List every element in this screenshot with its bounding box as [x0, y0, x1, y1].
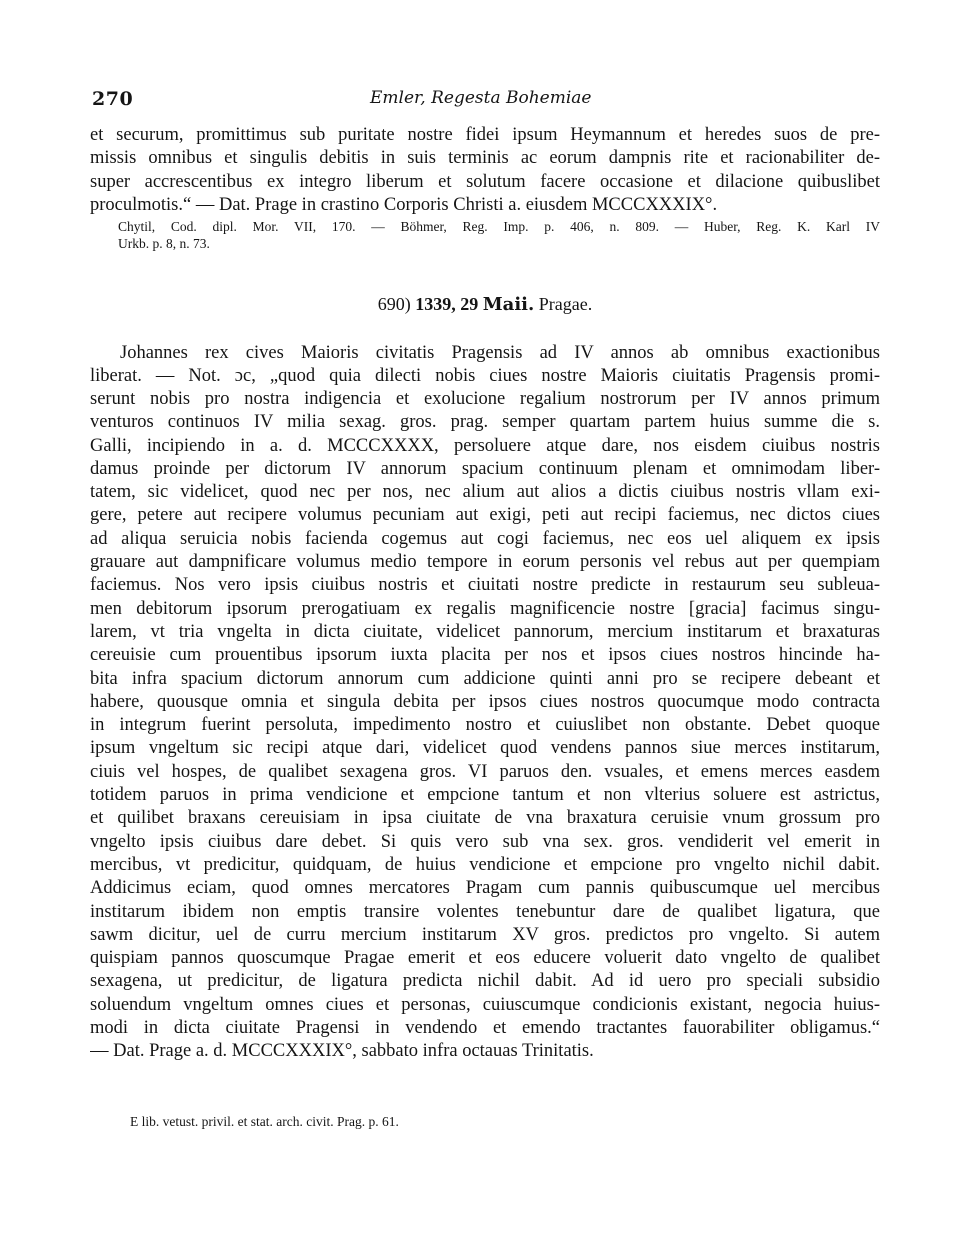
body-line: grauare aut dampnificare volumus medio tempore in eorum personis vel rebus aut per quempiam	[90, 552, 880, 573]
body-line: mercibus, vt predicitur, quidquam, de huius vendicione et empcione pro vngelto nichil dabit.	[90, 854, 880, 875]
body-line: vngelto ipsis ciuibus dare debet. Si quis vero sub vna sex. gros. vendiderit vel emerit in	[90, 831, 880, 852]
previous-document-text	[90, 124, 880, 217]
body-line: ciuis vel hospes, de qualibet sexagena gros. VI paruos den. vsuales, et emens merces easdem	[90, 761, 880, 782]
entry-month: Maii.	[482, 294, 535, 315]
entry-summary-cont	[90, 365, 880, 388]
body-line: in integrum fuerint persoluta, impedimento nostro et cuiuslibet non obstante. Debet quoque	[90, 715, 880, 736]
page-number: 270	[92, 88, 134, 110]
entry-source	[130, 1113, 880, 1130]
body-line: et quilibet braxans cereuisiam in ipsa ciuitate de vna braxatura ceruisie vnum grossum pro	[90, 808, 880, 829]
text-line: et securum, promittimus sub puritate nostre fidei ipsum Heymannum et heredes suos de pre-	[90, 125, 880, 145]
entry-summary	[120, 342, 880, 365]
body-line: Addicimus eciam, quod omnes mercatores Pragam cum pannis quibuscumque uel mercibus	[90, 878, 880, 899]
body-line: tatem, sic videlicet, quod nec per nos, nec alium aut alios a dictis ciuibus nostris vllam exi-	[90, 482, 880, 503]
text-line: missis omnibus et singulis debitis in suis terminis ac eorum dampnis rite et racionabiliter de-	[90, 148, 880, 169]
entry-body	[90, 388, 880, 1064]
source-line: Chytil, Cod. dipl. Mor. VII, 170. — Böhmer, Reg. Imp. p. 406, n. 809. — Huber, Reg. K. Karl IV	[118, 219, 880, 234]
source-line: Urkb. p. 8, n. 73.	[118, 236, 210, 251]
body-line: Galli, incipiendo in a. d. MCCCXXXX, persoluere atque dare, nos eisdem ciuibus nostris	[90, 435, 880, 456]
body-line: institarum ibidem non emptis transire volentes tenebuntur dare de qualibet ligatura, que	[90, 901, 880, 922]
body-line: ad aliqua seruicia nobis facienda cogemus aut cogi faciemus, nec eos uel aliquem ex ipsis	[90, 528, 880, 549]
body-line: bita infra spacium dictorum annorum cum addicione quinti anni pro se recipere debeant et	[90, 668, 880, 689]
body-line: cereuisie cum prouentibus ipsorum iuxta placita per nos et ipsos ciues nostros hincinde ha-	[90, 645, 880, 666]
body-line: habere, quousque omnia et singula debita per ipsos ciues nostros quocumque modo contracta	[90, 691, 880, 712]
body-line: serunt nobis pro nostra indigencia et exolucione regalium nostrorum per IV annos primum	[90, 389, 880, 409]
body-line: faciemus. Nos vero ipsis ciuibus nostris et ciuitati nostre predicte in restaurum seu subleua-	[90, 575, 880, 596]
body-line: quispiam pannos quoscumque Pragae emerit et eos educere voluerit dato vngelto de qualibet	[90, 948, 880, 969]
text-line: super accrescentibus ex integro liberum et solutum facere occasione et dilacione quibuslibet	[90, 171, 880, 192]
body-line: gere, petere aut recipere volumus pecuniam aut exigi, peti aut recipi faciemus, nec dictos ciues	[90, 505, 880, 526]
body-line: men debitorum ipsorum prerogatiuam ex regalis magnificencie nostre [gracia] facimus singu-	[90, 598, 880, 619]
entry-number: 690)	[377, 294, 411, 314]
summary-line: liberat. — Not. ɔc, „quod quia dilecti nobis ciues nostre Maioris ciuitatis Pragensis promi-	[90, 366, 880, 386]
body-line: venturos continuos IV milia sexag. gros. prag. semper quartam partem huius summe die s.	[90, 412, 880, 433]
text-line: proculmotis.“ — Dat. Prage in crastino Corporis Christi a. eiusdem MCCCXXXIX°.	[90, 194, 718, 215]
entry-place: Pragae.	[538, 294, 593, 314]
previous-document-sources	[118, 218, 880, 252]
entry-date: 1339, 29	[415, 294, 479, 314]
body-line: damus proinde per dictorum IV annorum spacium continuum plenam et omnimodam liber-	[90, 458, 880, 479]
body-line: sexagena, ut predicitur, de ligatura predicta nichil dabit. Ad id uero pro speciali subsidio	[90, 971, 880, 992]
body-line: — Dat. Prage a. d. MCCCXXXIX°, sabbato infra octauas Trinitatis.	[90, 1041, 594, 1062]
source-line: E lib. vetust. privil. et stat. arch. civit. Prag. p. 61.	[130, 1114, 399, 1129]
body-line: larem, vt tria vngelta in dicta ciuitate, videlicet pannorum, mercium institarum et braxaturas	[90, 621, 880, 642]
body-line: modi in dicta ciuitate Pragensi in vendendo et emendo tractantes fauorabiliter obligamus.“	[90, 1018, 880, 1039]
running-title: Emler, Regesta Bohemiae	[370, 88, 592, 108]
entry-heading	[90, 294, 880, 315]
body-line: totidem paruos in prima vendicione et empcione tantum et non vlterius soluere est astrictus,	[90, 785, 880, 806]
summary-line: Johannes rex cives Maioris civitatis Pragensis ad IV annos ab omnibus exactionibus	[120, 343, 880, 363]
body-line: sawm dicitur, uel de curru mercium institarum XV gros. predictos pro vngelto. Si autem	[90, 924, 880, 945]
body-line: soluendum vngeltum omnes ciues et personas, cuiuscumque condicionis existant, negocia huius-	[90, 994, 880, 1015]
body-line: ipsum vngeltum sic recipi atque dari, videlicet quod vendens pannos siue merces institarum,	[90, 738, 880, 759]
